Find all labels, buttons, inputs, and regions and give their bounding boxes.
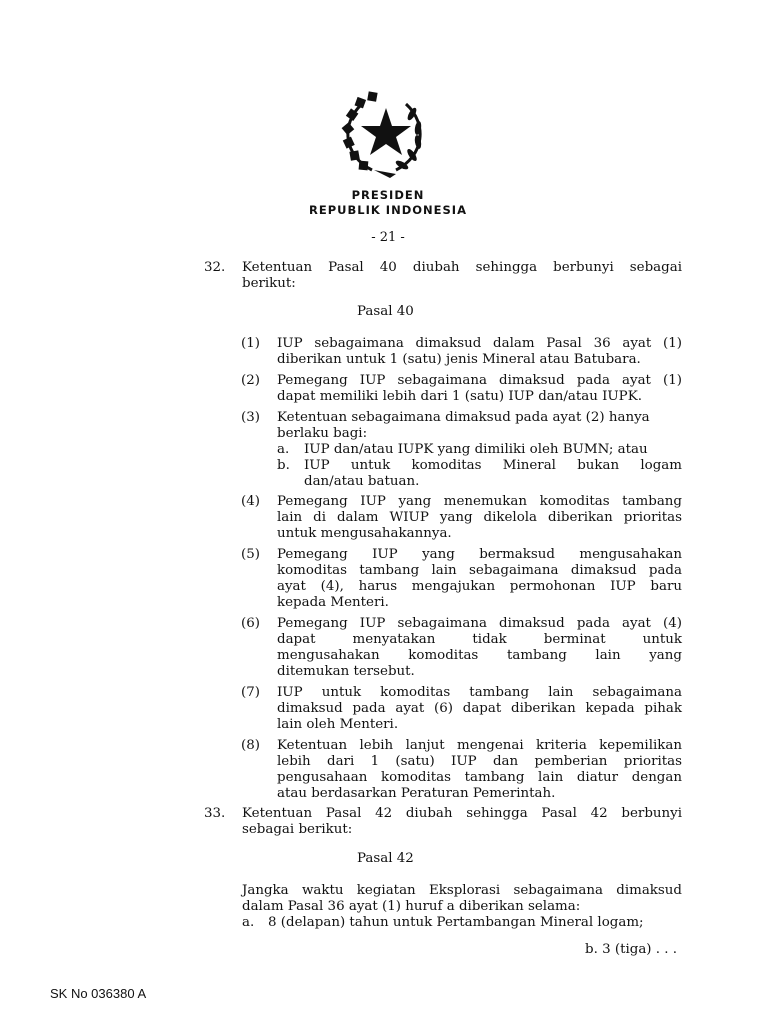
item-text-line: sebagai berikut: — [242, 822, 353, 837]
document-code: SK No 036380 A — [50, 986, 147, 1001]
list-label: a. — [242, 915, 255, 930]
item-number: 32. — [204, 260, 226, 275]
paragraph-line: IUP sebagaimana dimaksud dalam Pasal 36 ayat (1) — [277, 336, 682, 351]
article-title: Pasal 40 — [357, 304, 414, 319]
paragraph-number: (1) — [241, 336, 260, 351]
item-number: 33. — [204, 806, 226, 821]
list-label: b. — [277, 458, 290, 473]
paragraph-line: mengusahakan komoditas tambang lain yang — [277, 648, 682, 663]
paragraph-line: dapat memiliki lebih dari 1 (satu) IUP dan/atau IUPK. — [277, 389, 642, 404]
header-title: PRESIDEN — [351, 188, 425, 202]
item-text-line: berikut: — [242, 276, 296, 291]
paragraph-number: (7) — [241, 685, 260, 700]
page-number: - 21 - — [371, 230, 405, 245]
list-item: IUP dan/atau IUPK yang dimiliki oleh BUMN; atau — [304, 442, 648, 457]
presidential-emblem-icon — [332, 84, 436, 180]
paragraph-line: ditemukan tersebut. — [277, 664, 415, 679]
paragraph-line: diberikan untuk 1 (satu) jenis Mineral atau Batubara. — [277, 352, 641, 367]
paragraph-number: (5) — [241, 547, 260, 562]
paragraph-line: berlaku bagi: — [277, 426, 368, 441]
paragraph-line: ayat (4), harus mengajukan permohonan IUP baru — [277, 579, 682, 594]
paragraph-line: Ketentuan sebagaimana dimaksud pada ayat (2) hanya — [277, 410, 650, 425]
paragraph-line: komoditas tambang lain sebagaimana dimaksud pada — [277, 563, 682, 578]
paragraph-line: lebih dari 1 (satu) IUP dan pemberian prioritas — [277, 754, 682, 769]
paragraph-line: Pemegang IUP yang bermaksud mengusahakan — [277, 547, 682, 562]
paragraph-line: kepada Menteri. — [277, 595, 389, 610]
paragraph-line: pengusahaan komoditas tambang lain diatur dengan — [277, 770, 682, 785]
paragraph-line: dimaksud pada ayat (6) dapat diberikan kepada pihak — [277, 701, 682, 716]
paragraph-line: Pemegang IUP yang menemukan komoditas tambang — [277, 494, 682, 509]
item-text-line: Ketentuan Pasal 42 diubah sehingga Pasal 42 berbunyi — [242, 806, 682, 821]
body-line: dalam Pasal 36 ayat (1) huruf a diberikan selama: — [242, 899, 581, 914]
list-item: IUP untuk komoditas Mineral bukan logam — [304, 458, 682, 473]
list-label: a. — [277, 442, 290, 457]
continuation-marker: b. 3 (tiga) . . . — [585, 942, 678, 957]
paragraph-number: (6) — [241, 616, 260, 631]
header-subtitle: REPUBLIK INDONESIA — [309, 203, 467, 217]
paragraph-line: lain di dalam WIUP yang dikelola diberikan prioritas — [277, 510, 682, 525]
list-item: 8 (delapan) tahun untuk Pertambangan Mineral logam; — [268, 915, 644, 930]
body-line: Jangka waktu kegiatan Eksplorasi sebagaimana dimaksud — [242, 883, 682, 898]
list-item: dan/atau batuan. — [304, 474, 420, 489]
paragraph-line: Ketentuan lebih lanjut mengenai kriteria kepemilikan — [277, 738, 682, 753]
paragraph-number: (2) — [241, 373, 260, 388]
paragraph-line: Pemegang IUP sebagaimana dimaksud pada ayat (1) — [277, 373, 682, 388]
paragraph-number: (4) — [241, 494, 260, 509]
paragraph-line: untuk mengusahakannya. — [277, 526, 452, 541]
paragraph-number: (8) — [241, 738, 260, 753]
paragraph-line: lain oleh Menteri. — [277, 717, 399, 732]
article-title: Pasal 42 — [357, 851, 414, 866]
item-text-line: Ketentuan Pasal 40 diubah sehingga berbunyi sebagai — [242, 260, 682, 275]
paragraph-line: dapat menyatakan tidak berminat untuk — [277, 632, 682, 647]
paragraph-number: (3) — [241, 410, 260, 425]
paragraph-line: Pemegang IUP sebagaimana dimaksud pada ayat (4) — [277, 616, 682, 631]
paragraph-line: IUP untuk komoditas tambang lain sebagaimana — [277, 685, 682, 700]
paragraph-line: atau berdasarkan Peraturan Pemerintah. — [277, 786, 556, 801]
